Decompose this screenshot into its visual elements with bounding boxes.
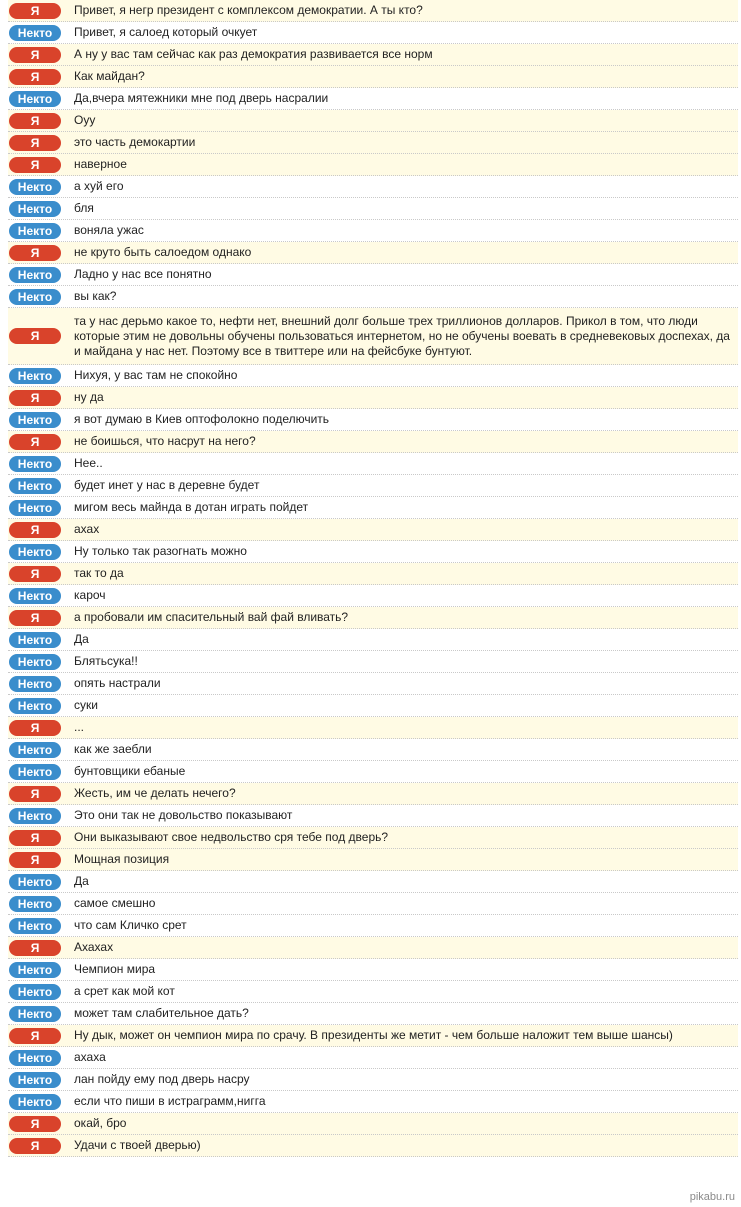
sender-badge-stranger: Некто: [9, 632, 61, 648]
sender-badge-stranger: Некто: [9, 962, 61, 978]
message-row: [8, 308, 738, 365]
message-row: [8, 585, 738, 607]
sender-badge-stranger: Некто: [9, 808, 61, 824]
message-row: [8, 981, 738, 1003]
sender-badge-me: Я: [9, 1116, 61, 1132]
message-text: окай, бро: [74, 1116, 127, 1130]
message-row: [8, 959, 738, 981]
message-row: [8, 607, 738, 629]
sender-badge-stranger: Некто: [9, 654, 61, 670]
message-row: [8, 1047, 738, 1069]
sender-badge-me: Я: [9, 113, 61, 129]
message-text: может там слабительное дать?: [74, 1006, 249, 1020]
message-row: [8, 739, 738, 761]
message-text: Мощная позиция: [74, 852, 170, 866]
message-text: самое смешно: [74, 896, 156, 910]
message-text: что сам Кличко срет: [74, 918, 187, 932]
message-text: бля: [74, 201, 94, 215]
message-row: [8, 1025, 738, 1047]
message-row: [8, 695, 738, 717]
sender-badge-stranger: Некто: [9, 1050, 61, 1066]
message-text: наверное: [74, 157, 127, 171]
sender-badge-stranger: Некто: [9, 500, 61, 516]
message-text: так то да: [74, 566, 124, 580]
message-text: ахах: [74, 522, 100, 536]
message-row: [8, 761, 738, 783]
message-row: [8, 154, 738, 176]
message-row: [8, 88, 738, 110]
sender-badge-stranger: Некто: [9, 478, 61, 494]
sender-badge-me: Я: [9, 720, 61, 736]
message-text: А ну у вас там сейчас как раз демократия развивается все норм: [74, 47, 433, 61]
message-text: суки: [74, 698, 98, 712]
message-row: [8, 132, 738, 154]
message-row: [8, 563, 738, 585]
sender-badge-stranger: Некто: [9, 267, 61, 283]
sender-badge-me: Я: [9, 940, 61, 956]
message-row: [8, 0, 738, 22]
message-text: ахаха: [74, 1050, 106, 1064]
message-row: [8, 497, 738, 519]
message-row: [8, 519, 738, 541]
sender-badge-me: Я: [9, 1138, 61, 1154]
sender-badge-stranger: Некто: [9, 984, 61, 1000]
sender-badge-me: Я: [9, 1028, 61, 1044]
message-row: [8, 242, 738, 264]
sender-badge-stranger: Некто: [9, 91, 61, 107]
message-row: [8, 651, 738, 673]
sender-badge-me: Я: [9, 69, 61, 85]
message-row: [8, 286, 738, 308]
message-text: лан пойду ему под дверь насру: [74, 1072, 250, 1086]
message-text: опять настрали: [74, 676, 161, 690]
message-text: мигом весь майнда в дотан играть пойдет: [74, 500, 309, 514]
message-row: [8, 110, 738, 132]
sender-badge-stranger: Некто: [9, 412, 61, 428]
message-text: а хуй его: [74, 179, 124, 193]
message-row: [8, 387, 738, 409]
message-row: [8, 431, 738, 453]
message-row: [8, 717, 738, 739]
message-text: а пробовали им спасительный вай фай вливать?: [74, 610, 349, 624]
message-text: Ладно у нас все понятно: [74, 267, 212, 281]
message-text: Жесть, им че делать нечего?: [74, 786, 236, 800]
sender-badge-stranger: Некто: [9, 201, 61, 217]
message-text: та у нас дерьмо какое то, нефти нет, внешний долг больше трех триллионов долларов. Прикол в том, что люди которые этим не довольны обучены пользоваться интернетом, но не обучены воевать в средневековых доспехах, да и майдана у нас нет. Поэтому все в твиттере или на фейсбуке бунтуют.: [74, 314, 730, 358]
message-row: [8, 937, 738, 959]
message-text: не боишься, что насрут на него?: [74, 434, 256, 448]
message-text: Привет, я негр президент с комплексом демократии. А ты кто?: [74, 3, 423, 17]
sender-badge-stranger: Некто: [9, 223, 61, 239]
message-text: а срет как мой кот: [74, 984, 175, 998]
sender-badge-stranger: Некто: [9, 874, 61, 890]
sender-badge-stranger: Некто: [9, 1006, 61, 1022]
message-text: ну да: [74, 390, 104, 404]
sender-badge-stranger: Некто: [9, 918, 61, 934]
message-row: [8, 176, 738, 198]
message-text: Блятьсука!!: [74, 654, 138, 668]
message-row: [8, 783, 738, 805]
message-text: если что пиши в истраграмм,нигга: [74, 1094, 266, 1108]
message-row: [8, 365, 738, 387]
message-text: Нихуя, у вас там не спокойно: [74, 368, 238, 382]
message-text: кароч: [74, 588, 106, 602]
message-row: [8, 805, 738, 827]
message-text: бунтовщики ебаные: [74, 764, 186, 778]
chat-log: [8, 0, 738, 1157]
message-text: Чемпион мира: [74, 962, 156, 976]
message-row: [8, 1069, 738, 1091]
sender-badge-me: Я: [9, 522, 61, 538]
sender-badge-me: Я: [9, 786, 61, 802]
message-row: [8, 673, 738, 695]
message-row: [8, 44, 738, 66]
message-text: Да,вчера мятежники мне под дверь насралии: [74, 91, 329, 105]
sender-badge-stranger: Некто: [9, 676, 61, 692]
message-text: Ахахах: [74, 940, 114, 954]
sender-badge-stranger: Некто: [9, 368, 61, 384]
sender-badge-me: Я: [9, 610, 61, 626]
message-row: [8, 475, 738, 497]
sender-badge-stranger: Некто: [9, 764, 61, 780]
sender-badge-me: Я: [9, 852, 61, 868]
message-text: Да: [74, 874, 89, 888]
message-row: [8, 453, 738, 475]
sender-badge-stranger: Некто: [9, 1072, 61, 1088]
sender-badge-me: Я: [9, 47, 61, 63]
sender-badge-stranger: Некто: [9, 25, 61, 41]
message-row: [8, 66, 738, 88]
sender-badge-stranger: Некто: [9, 588, 61, 604]
message-text: я вот думаю в Киев оптофолокно поделючить: [74, 412, 330, 426]
message-text: Ну только так разогнать можно: [74, 544, 247, 558]
message-text: Привет, я салоед который очкует: [74, 25, 258, 39]
message-text: Они выказывают свое недвольство сря тебе под дверь?: [74, 830, 389, 844]
sender-badge-me: Я: [9, 245, 61, 261]
sender-badge-me: Я: [9, 328, 61, 344]
sender-badge-stranger: Некто: [9, 896, 61, 912]
sender-badge-stranger: Некто: [9, 456, 61, 472]
message-row: [8, 871, 738, 893]
sender-badge-stranger: Некто: [9, 289, 61, 305]
message-text: Оуу: [74, 113, 96, 127]
sender-badge-me: Я: [9, 390, 61, 406]
sender-badge-stranger: Некто: [9, 742, 61, 758]
sender-badge-me: Я: [9, 157, 61, 173]
message-row: [8, 893, 738, 915]
message-text: Это они так не довольство показывают: [74, 808, 293, 822]
message-text: Как майдан?: [74, 69, 145, 83]
message-row: [8, 22, 738, 44]
message-row: [8, 264, 738, 286]
sender-badge-stranger: Некто: [9, 544, 61, 560]
sender-badge-me: Я: [9, 566, 61, 582]
sender-badge-me: Я: [9, 3, 61, 19]
message-text: вы как?: [74, 289, 117, 303]
sender-badge-me: Я: [9, 830, 61, 846]
sender-badge-stranger: Некто: [9, 179, 61, 195]
message-row: [8, 915, 738, 937]
sender-badge-stranger: Некто: [9, 1094, 61, 1110]
message-row: [8, 1003, 738, 1025]
message-text: как же заебли: [74, 742, 152, 756]
sender-badge-me: Я: [9, 434, 61, 450]
sender-badge-stranger: Некто: [9, 698, 61, 714]
message-row: [8, 1113, 738, 1135]
message-text: Нее..: [74, 456, 103, 470]
message-row: [8, 541, 738, 563]
message-text: не круто быть салоедом однако: [74, 245, 252, 259]
watermark: pikabu.ru: [689, 1191, 735, 1203]
message-row: [8, 409, 738, 431]
message-row: [8, 1091, 738, 1113]
message-text: воняла ужас: [74, 223, 144, 237]
message-row: [8, 198, 738, 220]
message-row: [8, 220, 738, 242]
sender-badge-me: Я: [9, 135, 61, 151]
message-text: будет инет у нас в деревне будет: [74, 478, 260, 492]
message-text: это часть демокартии: [74, 135, 196, 149]
message-row: [8, 827, 738, 849]
message-row: [8, 849, 738, 871]
message-row: [8, 629, 738, 651]
message-text: Ну дык, может он чемпион мира по срачу. В президенты же метит - чем больше наложит тем выше шансы): [74, 1028, 673, 1042]
message-text: Удачи с твоей дверью): [74, 1138, 201, 1152]
message-row: [8, 1135, 738, 1157]
message-text: ...: [74, 720, 85, 734]
message-text: Да: [74, 632, 89, 646]
